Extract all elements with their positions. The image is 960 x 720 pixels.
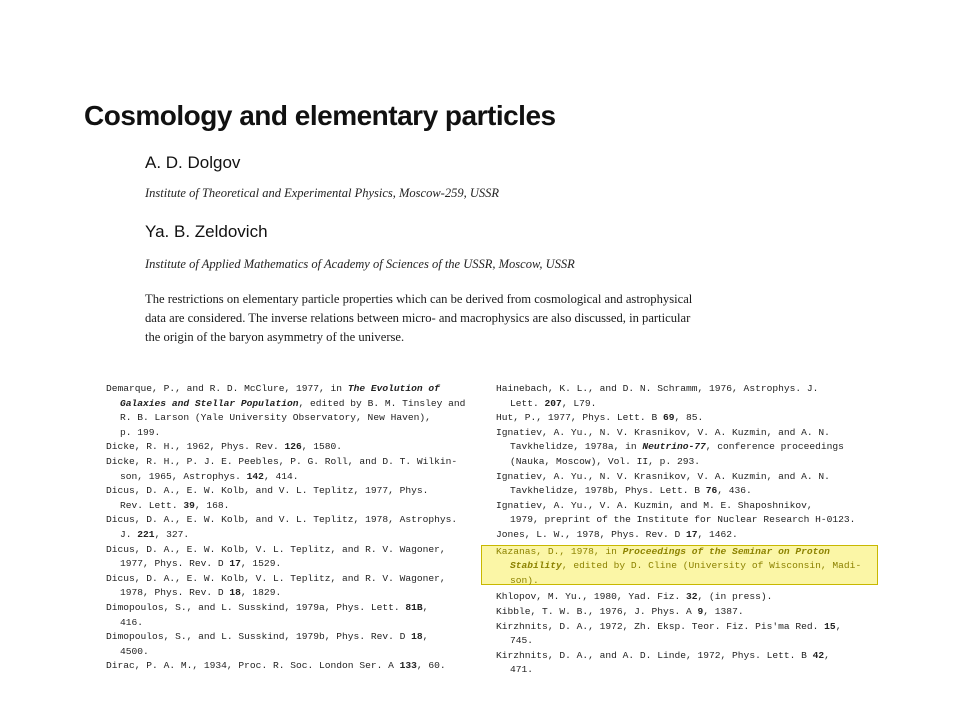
author-name: Ya. B. Zeldovich [145, 222, 268, 241]
reference-item: Dimopoulos, S., and L. Susskind, 1979b, Phys. Rev. D 18, 4500. [106, 631, 429, 657]
reference-item: Dicke, R. H., 1962, Phys. Rev. 126, 1580. [106, 441, 343, 453]
reference-item: Kirzhnits, D. A., and A. D. Linde, 1972, Phys. Lett. B 42, 471. [496, 649, 830, 676]
abstract-line: data are considered. The inverse relations between micro- and macrophysics are also discussed, in particular [145, 311, 691, 325]
reference-item: Dicus, D. A., E. W. Kolb, and V. L. Teplitz, 1978, Astrophys. J. 221, 327. [106, 514, 458, 540]
author-name: A. D. Dolgov [145, 153, 241, 172]
reference-item: Khlopov, M. Yu., 1980, Yad. Fiz. 32, (in press). [496, 591, 773, 603]
paper-title: Cosmology and elementary particles [84, 100, 556, 131]
reference-item: Kibble, T. W. B., 1976, J. Phys. A 9, 1387. [496, 605, 744, 617]
reference-item: Ignatiev, A. Yu., N. V. Krasnikov, V. A. Kuzmin, and A. N. Tavkhelidze, 1978b, Phys. Lett. B 76, 436. [496, 470, 830, 497]
reference-item-highlighted: Kazanas, D., 1978, in Proceedings of the Seminar on Proton Stability, edited by D. Cline (University of Wisconsin, Madi- son). [496, 545, 862, 586]
reference-item: Dicus, D. A., E. W. Kolb, and V. L. Teplitz, 1977, Phys. Rev. Lett. 39, 168. [106, 485, 429, 511]
author-affiliation: Institute of Applied Mathematics of Academy of Sciences of the USSR, Moscow, USSR [145, 257, 575, 271]
author-affiliation: Institute of Theoretical and Experimental Physics, Moscow-259, USSR [145, 186, 499, 200]
abstract-line: the origin of the baryon asymmetry of the universe. [145, 330, 405, 344]
abstract-line: The restrictions on elementary particle properties which can be derived from cosmological and astrophysical [145, 292, 693, 306]
reference-item: Ignatiev, A. Yu., V. A. Kuzmin, and M. E. Shaposhnikov, 1979, preprint of the Institute for Nuclear Research H-0123. [496, 499, 856, 526]
reference-item: Dicke, R. H., P. J. E. Peebles, P. G. Roll, and D. T. Wilkin- son, 1965, Astrophys. 142, 414. [106, 455, 458, 482]
reference-item: Demarque, P., and R. D. McClure, 1977, in The Evolution of Galaxies and Stellar Population, edited by B. M. Tinsley and R. B. Larson (Yale University Observatory, New Haven), p. 199. [106, 383, 466, 438]
reference-item: Hainebach, K. L., and D. N. Schramm, 1976, Astrophys. J. Lett. 207, L79. [496, 383, 819, 409]
reference-item: Jones, L. W., 1978, Phys. Rev. D 17, 1462. [496, 528, 738, 540]
reference-item: Dirac, P. A. M., 1934, Proc. R. Soc. London Ser. A 133, 60. [106, 660, 446, 672]
reference-item: Hut, P., 1977, Phys. Lett. B 69, 85. [496, 412, 704, 424]
reference-item: Dimopoulos, S., and L. Susskind, 1979a, Phys. Lett. 81B, 416. [106, 601, 429, 628]
reference-item: Dicus, D. A., E. W. Kolb, V. L. Teplitz, and R. V. Wagoner, 1978, Phys. Rev. D 18, 1829. [106, 572, 446, 599]
abstract [145, 290, 785, 347]
reference-item: Kirzhnits, D. A., 1972, Zh. Eksp. Teor. Fiz. Pis'ma Red. 15, 745. [496, 620, 842, 647]
reference-item: Dicus, D. A., E. W. Kolb, V. L. Teplitz, and R. V. Wagoner, 1977, Phys. Rev. D 17, 1529. [106, 543, 446, 570]
reference-item: Ignatiev, A. Yu., N. V. Krasnikov, V. A. Kuzmin, and A. N. Tavkhelidze, 1978a, in Neutrino-77, conference proceedings (Nauka, Moscow), Vol. II, p. 293. [496, 426, 844, 467]
reference-list-left [106, 382, 465, 674]
reference-list-right [496, 382, 861, 678]
